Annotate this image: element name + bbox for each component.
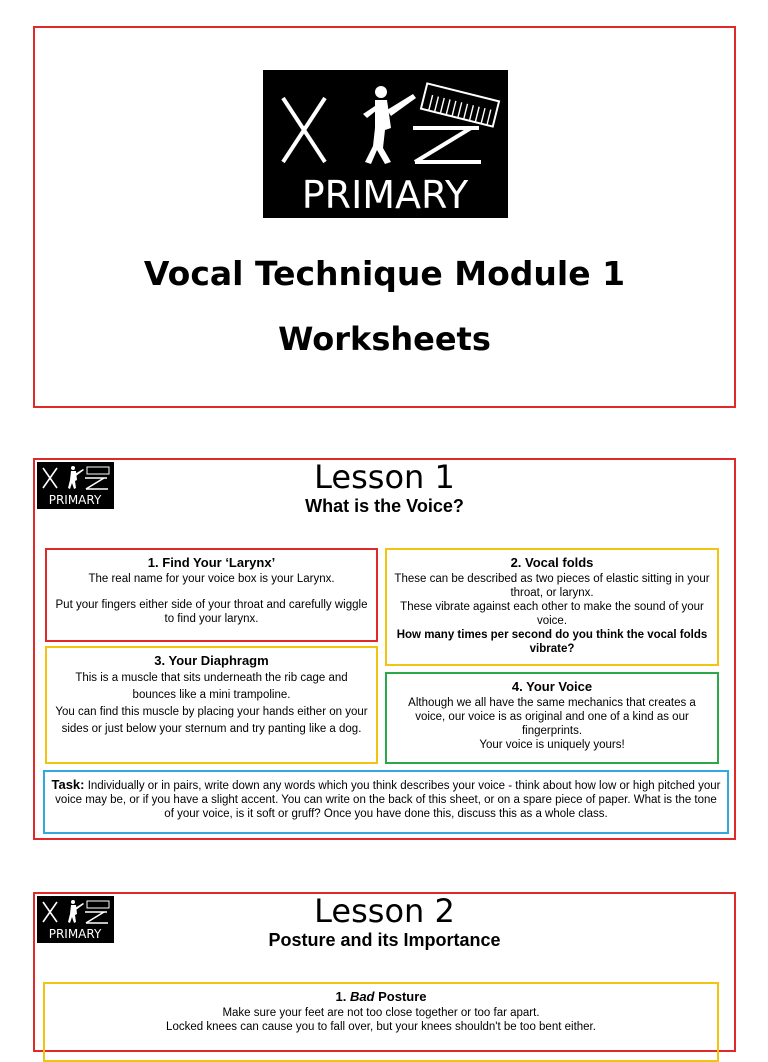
box-text: Your voice is uniquely yours! [479,739,625,751]
box-heading: 3. Your Diaphragm [154,653,269,668]
box-text: You can find this muscle by placing your hands either on your sides or just below your sternum and try panting like a dog. [55,706,368,735]
box-text: These vibrate against each other to make the sound of your voice. [400,601,704,627]
info-box-vocal-folds [385,548,719,666]
info-box-bad-posture [43,982,719,1062]
info-box-your-voice [385,672,719,764]
cover-card [33,26,736,408]
box-text: Make sure your feet are not too close together or too far apart. [222,1007,540,1019]
box-text: These can be described as two pieces of elastic sitting in your throat, or larynx. [394,573,710,599]
box-text: The real name for your voice box is your Larynx. [88,573,335,585]
box-text: Put your fingers either side of your throat and carefully wiggle to find your larynx. [55,599,368,625]
lesson-subtitle: What is the Voice? [305,496,464,516]
logo-text: PRIMARY [48,927,102,941]
logo-graphic-icon [263,70,508,218]
lesson-subtitle: Posture and its Importance [268,930,501,950]
logo-text: PRIMARY [301,173,469,217]
page-title: Vocal Technique Module 1 [143,254,626,293]
info-box-larynx [45,548,378,642]
page-subtitle: Worksheets [278,320,491,358]
lesson-title: Lesson 2 [314,892,455,930]
xyz-primary-logo [263,70,508,218]
info-box-diaphragm [45,646,378,764]
lesson-title: Lesson 1 [314,458,455,496]
task-box [43,770,729,834]
box-text: This is a muscle that sits underneath the rib cage and bounces like a mini trampoline. [75,672,348,701]
task-text: Individually or in pairs, write down any words which you think describes your voice - think about how low or high pitched your voice may be, or if you have a slight accent. You can write on the back of this sheet, or on a spare piece of paper. What is the tone of your voice, is it soft or gruff? Once you have done this, discuss this as a whole class. [55,780,721,820]
box-heading: 4. Your Voice [511,679,593,694]
box-text: Locked knees can cause you to fall over, but your knees shouldn't be too bent either. [166,1021,596,1033]
keyboard-icon [421,83,499,126]
box-heading: 1. Find Your ‘Larynx’ [147,555,276,570]
logo-text: PRIMARY [48,493,102,507]
lesson-2-card [33,892,736,1052]
box-heading: 1. Bad Posture [335,989,427,1004]
guitarist-icon [363,86,416,164]
task-label: Task: [51,777,85,792]
box-text: Although we all have the same mechanics that creates a voice, our voice is as original and one of a kind as our fingerprints. [408,697,696,737]
box-heading: 2. Vocal folds [510,555,594,570]
box-question: How many times per second do you think the vocal folds vibrate? [396,629,708,655]
lesson-1-card [33,458,736,840]
